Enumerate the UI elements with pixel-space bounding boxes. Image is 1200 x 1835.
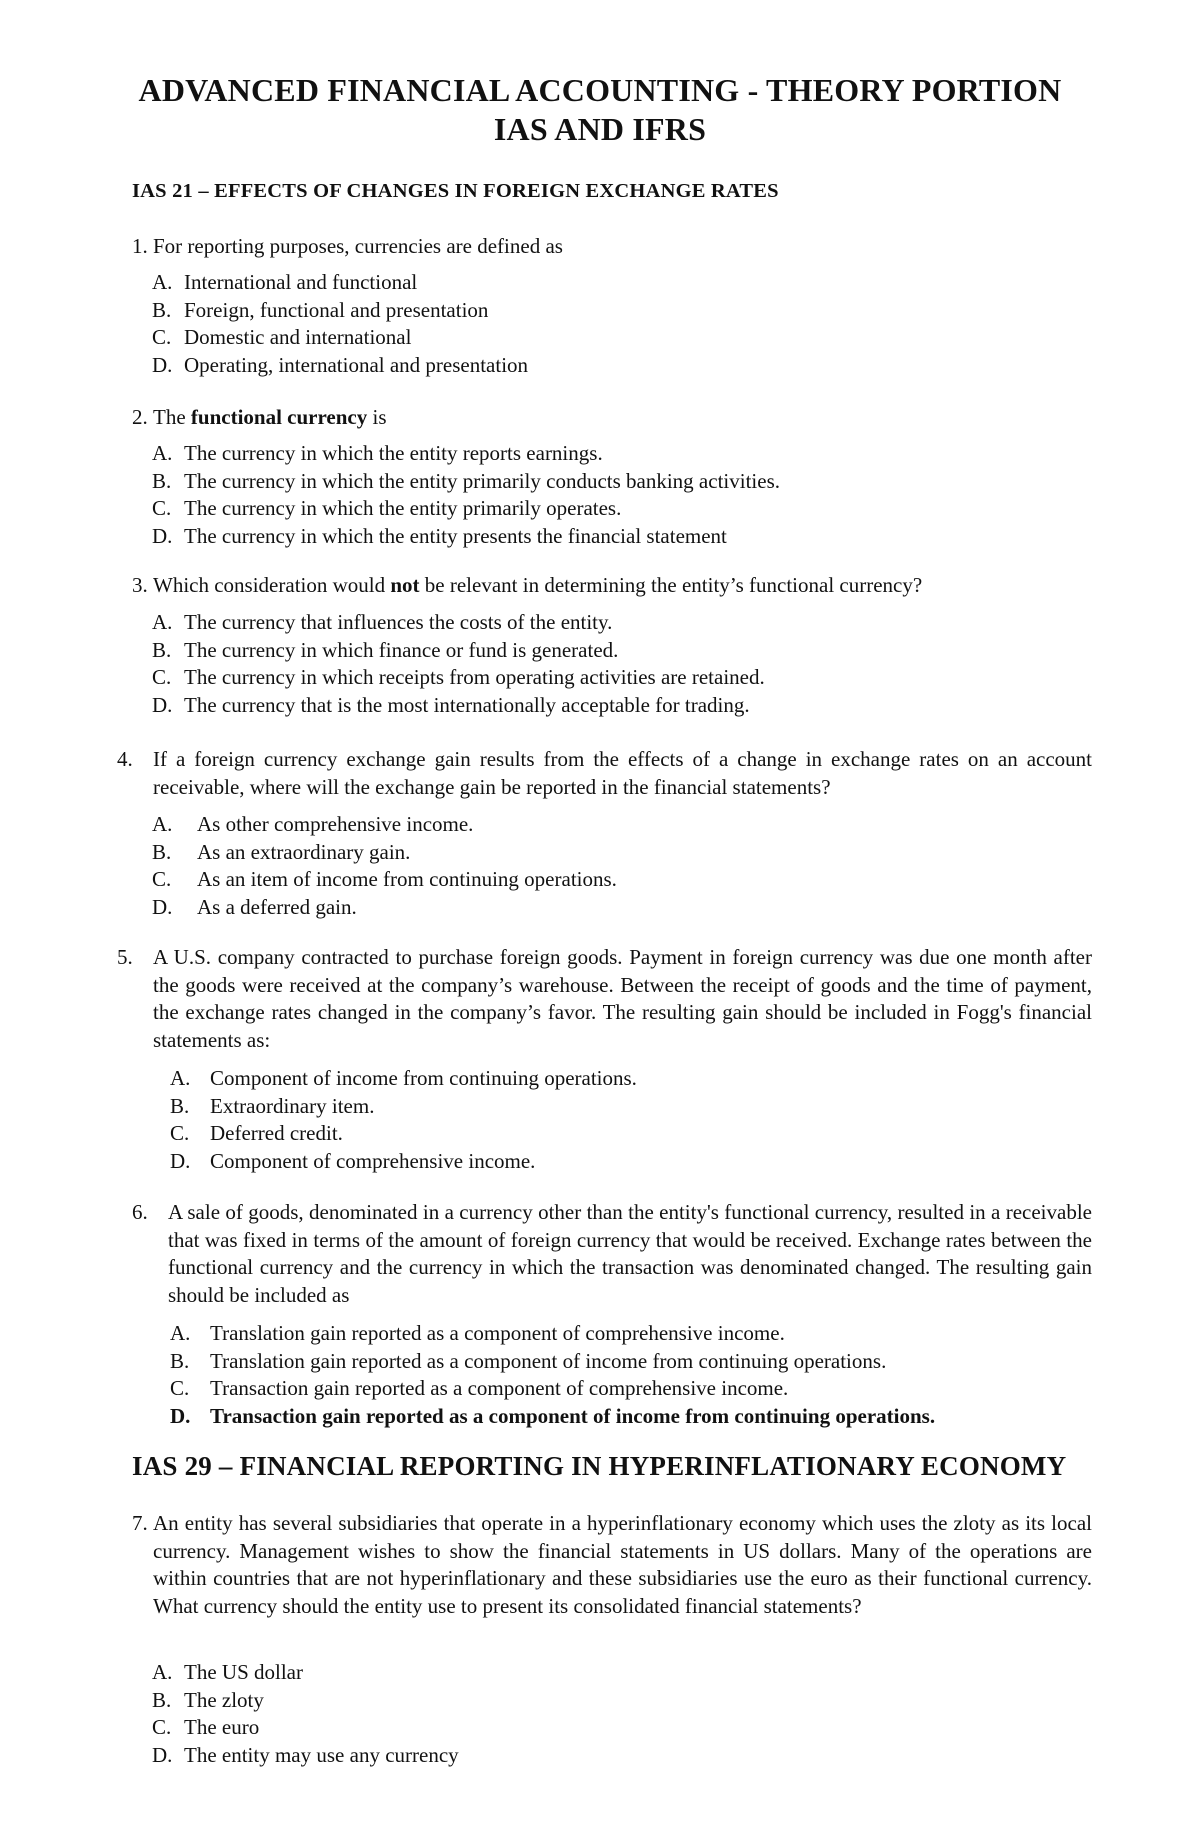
- option-b[interactable]: [170, 1348, 1100, 1376]
- question-emphasis: not: [390, 573, 420, 597]
- question-2: [132, 404, 1092, 432]
- question-text: If a foreign currency exchange gain results from the effects of a change in exchange rates on an account receivable, where will the exchange gain be reported in the financial statements?: [153, 747, 1092, 799]
- document-title: ADVANCED FINANCIAL ACCOUNTING - THEORY PORTION: [138, 72, 1062, 108]
- question-3: [132, 572, 1092, 600]
- option-text: The entity may use any currency: [184, 1742, 459, 1767]
- option-letter: D.: [170, 1403, 191, 1428]
- option-b[interactable]: [152, 839, 1052, 867]
- question-number: 2.: [132, 405, 148, 429]
- option-letter: D.: [170, 1148, 191, 1173]
- option-text: The currency that influences the costs of the entity.: [184, 610, 613, 634]
- option-d[interactable]: [152, 692, 1052, 720]
- question-text: [153, 404, 1092, 432]
- question-number: 3.: [132, 573, 148, 597]
- option-c[interactable]: [152, 1714, 1052, 1742]
- option-text: Component of income from continuing operations.: [210, 1066, 637, 1090]
- option-letter: C.: [152, 1715, 172, 1739]
- option-letter: D.: [152, 692, 173, 717]
- option-a[interactable]: [170, 1320, 1100, 1348]
- option-text: The zloty: [184, 1687, 264, 1712]
- question-7-options: [152, 1659, 1052, 1769]
- option-letter: B.: [152, 297, 172, 322]
- option-letter: C.: [152, 665, 172, 689]
- question-1: [132, 233, 1092, 261]
- question-6: [132, 1199, 1092, 1311]
- question-number: 1.: [132, 234, 148, 258]
- option-c[interactable]: [152, 664, 1052, 692]
- option-b[interactable]: [152, 468, 1052, 496]
- option-d-answer[interactable]: [170, 1403, 1100, 1431]
- option-letter: B.: [152, 1687, 172, 1712]
- option-b[interactable]: [152, 637, 1052, 665]
- option-a[interactable]: [152, 269, 1052, 297]
- question-text-post: be relevant in determining the entity’s functional currency?: [419, 573, 923, 597]
- option-letter: A.: [152, 1660, 173, 1684]
- question-emphasis: functional currency: [190, 405, 368, 429]
- option-text: The currency in which the entity presents the financial statement: [184, 523, 727, 548]
- option-letter: D.: [152, 894, 173, 919]
- option-d[interactable]: [152, 1742, 1052, 1770]
- question-2-options: [152, 440, 1052, 550]
- option-letter: B.: [170, 1093, 190, 1118]
- option-text: As an item of income from continuing operations.: [197, 867, 617, 891]
- option-letter: C.: [152, 867, 172, 891]
- option-d[interactable]: [152, 894, 1052, 922]
- option-text: Transaction gain reported as a component of income from continuing operations.: [210, 1403, 936, 1428]
- option-letter: D.: [152, 1742, 173, 1767]
- option-text: The currency in which the entity primarily operates.: [184, 496, 622, 520]
- option-letter: C.: [170, 1121, 190, 1145]
- option-letter: A.: [152, 270, 173, 294]
- option-c[interactable]: [152, 324, 1052, 352]
- option-text: Translation gain reported as a component of comprehensive income.: [210, 1321, 785, 1345]
- question-3-options: [152, 609, 1052, 719]
- question-number: 7.: [132, 1511, 148, 1535]
- option-letter: C.: [170, 1376, 190, 1400]
- option-d[interactable]: [170, 1148, 1070, 1176]
- option-a[interactable]: [152, 811, 1052, 839]
- option-text: The US dollar: [184, 1660, 303, 1684]
- option-a[interactable]: [152, 1659, 1052, 1687]
- option-text: The currency in which receipts from operating activities are retained.: [184, 665, 765, 689]
- option-c[interactable]: [170, 1375, 1100, 1403]
- question-text: [153, 572, 1092, 600]
- option-letter: D.: [152, 523, 173, 548]
- option-text: Translation gain reported as a component of income from continuing operations.: [210, 1348, 887, 1373]
- question-1-options: [152, 269, 1052, 379]
- option-a[interactable]: [152, 440, 1052, 468]
- option-letter: A.: [152, 441, 173, 465]
- option-letter: C.: [152, 496, 172, 520]
- option-text: Domestic and international: [184, 325, 412, 349]
- option-c[interactable]: [152, 495, 1052, 523]
- option-text: Foreign, functional and presentation: [184, 297, 489, 322]
- question-number: 6.: [132, 1200, 148, 1224]
- option-letter: A.: [152, 812, 173, 836]
- option-letter: A.: [170, 1321, 191, 1345]
- question-6-options: [170, 1320, 1100, 1430]
- option-letter: B.: [152, 468, 172, 493]
- option-text: As an extraordinary gain.: [197, 839, 411, 864]
- option-letter: A.: [152, 610, 173, 634]
- option-text: International and functional: [184, 270, 418, 294]
- option-text: As other comprehensive income.: [197, 812, 474, 836]
- option-c[interactable]: [152, 866, 1052, 894]
- option-text: The currency in which the entity reports earnings.: [184, 441, 603, 465]
- question-number: 5.: [117, 945, 133, 969]
- document-subtitle: IAS AND IFRS: [493, 111, 707, 147]
- option-b[interactable]: [152, 1687, 1052, 1715]
- option-text: The currency that is the most internationally acceptable for trading.: [184, 692, 750, 717]
- option-letter: B.: [170, 1348, 190, 1373]
- option-letter: A.: [170, 1066, 191, 1090]
- option-b[interactable]: [170, 1093, 1070, 1121]
- option-letter: C.: [152, 325, 172, 349]
- option-letter: B.: [152, 637, 172, 662]
- option-text: The currency in which the entity primarily conducts banking activities.: [184, 468, 780, 493]
- question-5: [117, 944, 1092, 1056]
- section-heading-ias29: IAS 29 – FINANCIAL REPORTING IN HYPERINFLATIONARY ECONOMY: [132, 1451, 1067, 1481]
- question-4-options: [152, 811, 1052, 921]
- option-d[interactable]: [152, 352, 1052, 380]
- question-number: 4.: [117, 747, 133, 771]
- question-text: A sale of goods, denominated in a currency other than the entity's functional currency, resulted in a receivable that was fixed in terms of the amount of foreign currency that would be received. Exchange rates between the functional currency and the currency in which the transaction was denominated changed. The resulting gain should be included as: [168, 1200, 1092, 1307]
- option-letter: D.: [152, 352, 173, 377]
- question-text-pre: The: [153, 405, 191, 429]
- section-heading-ias21: IAS 21 – EFFECTS OF CHANGES IN FOREIGN EXCHANGE RATES: [132, 180, 779, 202]
- option-text: Component of comprehensive income.: [210, 1148, 536, 1173]
- option-d[interactable]: [152, 523, 1052, 551]
- question-text-post: is: [367, 405, 387, 429]
- question-text: An entity has several subsidiaries that operate in a hyperinflationary economy which uses the zloty as its local currency. Management wishes to show the financial statements in US dollars. Many of the operations are within countries that are not hyperinflationary and these subsidiaries use the euro as their functional currency. What currency should the entity use to present its consolidated financial statements?: [153, 1511, 1092, 1618]
- question-4: [117, 746, 1092, 802]
- option-a[interactable]: [170, 1065, 1070, 1093]
- option-text: Transaction gain reported as a component of comprehensive income.: [210, 1376, 789, 1400]
- option-c[interactable]: [170, 1120, 1070, 1148]
- question-text-pre: Which consideration would: [153, 573, 391, 597]
- question-text: A U.S. company contracted to purchase foreign goods. Payment in foreign currency was due one month after the goods were received at the company’s warehouse. Between the receipt of goods and the time of payment, the exchange rates changed in the company’s favor. The resulting gain should be included in Fogg's financial statements as:: [153, 945, 1092, 1052]
- question-7: [132, 1510, 1092, 1650]
- option-text: The euro: [184, 1715, 260, 1739]
- option-text: Extraordinary item.: [210, 1093, 375, 1118]
- option-text: The currency in which finance or fund is generated.: [184, 637, 619, 662]
- question-text: For reporting purposes, currencies are defined as: [153, 234, 563, 258]
- option-text: Operating, international and presentation: [184, 352, 529, 377]
- option-text: Deferred credit.: [210, 1121, 343, 1145]
- question-5-options: [170, 1065, 1070, 1175]
- option-b[interactable]: [152, 297, 1052, 325]
- option-a[interactable]: [152, 609, 1052, 637]
- option-text: As a deferred gain.: [197, 894, 357, 919]
- option-letter: B.: [152, 839, 172, 864]
